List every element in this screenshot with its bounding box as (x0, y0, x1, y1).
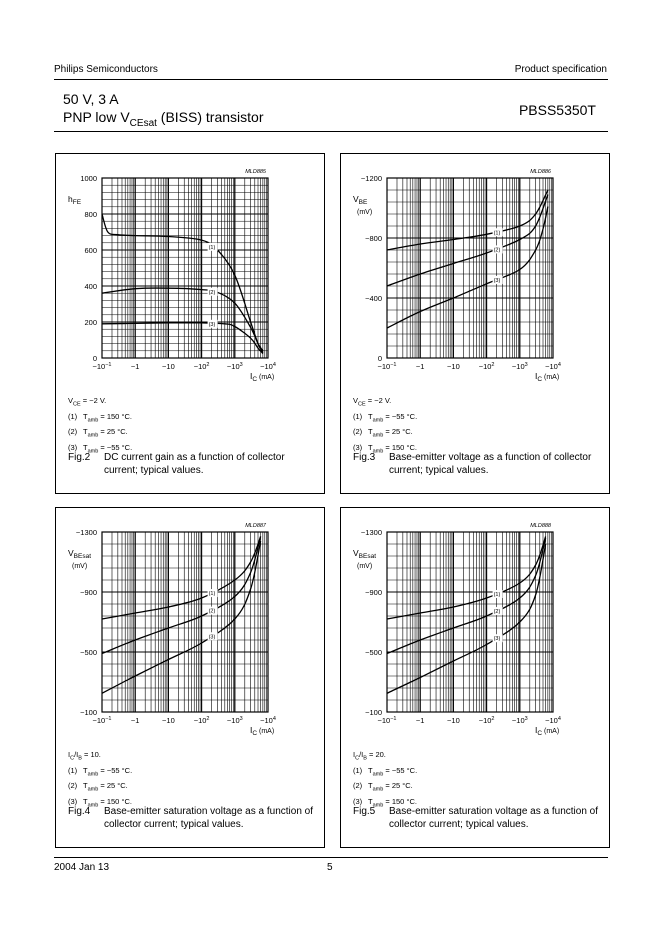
figure-label: Fig.4 (68, 806, 91, 817)
condition-number: (2) (68, 427, 78, 436)
y-tick-label: −100 (365, 708, 382, 717)
y-tick-label: −100 (80, 708, 97, 717)
y-axis-label-main: h (68, 194, 73, 204)
condition-row (68, 780, 132, 796)
series-line (387, 537, 546, 620)
y-axis-unit: (mV) (357, 563, 373, 570)
series-line (102, 537, 261, 620)
x-tick-base: −10 (92, 362, 106, 371)
tamb-symbol: T (368, 427, 373, 436)
x-tick-base: −10 (511, 362, 525, 371)
x-tick-base: −10 (545, 716, 558, 725)
y-tick-label: −900 (365, 588, 382, 597)
x-tick-base: −10 (478, 362, 492, 371)
condition-header (353, 395, 417, 411)
x-axis-label-unit: (mA) (257, 728, 275, 735)
x-tick-exponent: −1 (105, 362, 112, 368)
y-tick-label: −500 (365, 648, 382, 657)
x-tick-base: −10 (260, 716, 273, 725)
tamb-subscript: amb (372, 802, 384, 808)
x-tick-label (377, 362, 396, 371)
x-axis-label-unit: (mA) (542, 728, 560, 735)
part-number: PBSS5350T (518, 102, 596, 118)
series-line (387, 190, 548, 250)
x-axis-label (250, 371, 274, 383)
y-axis-unit: (mV) (357, 209, 373, 216)
x-axis-label-main: I (535, 371, 538, 381)
tamb-symbol: T (83, 796, 88, 806)
series-line (387, 538, 546, 654)
figure-panel-fig3 (340, 153, 610, 494)
tamb-symbol: T (83, 442, 88, 452)
x-tick-exponent: −1 (390, 716, 397, 722)
y-axis-label-sub: BEsat (358, 553, 377, 560)
condition-value: = −55 °C. (98, 442, 133, 452)
tamb-symbol: T (368, 442, 373, 452)
series-label: (2) (493, 247, 501, 254)
tamb-subscript: amb (87, 786, 99, 793)
tamb-subscript: amb (372, 417, 384, 423)
x-tick-base: −1 (130, 362, 140, 371)
document-type: Product specification (514, 64, 607, 75)
conditions-list (68, 395, 132, 457)
y-tick-label: −1300 (360, 528, 382, 537)
condition-value: = −55 °C. (98, 765, 133, 775)
x-tick-exponent: 3 (239, 362, 243, 368)
condition-row (68, 426, 132, 442)
figure-panel-fig2 (55, 153, 325, 494)
series-label: (1) (493, 591, 501, 598)
y-axis-label-main: V (353, 548, 359, 558)
conditions-list (68, 749, 132, 811)
x-tick-exponent: 3 (524, 362, 528, 368)
condition-header (68, 749, 132, 765)
condition-value: = 150 °C. (383, 796, 417, 806)
x-tick-base: −10 (226, 362, 240, 371)
x-tick-base: −10 (545, 362, 558, 371)
x-tick-label (162, 362, 175, 371)
x-tick-label (447, 362, 460, 371)
condition-text: V (68, 396, 74, 405)
condition-number: (2) (68, 781, 78, 790)
x-tick-base: −1 (415, 362, 425, 371)
x-axis-label-sub: C (252, 376, 258, 383)
y-axis-label (68, 194, 82, 206)
x-tick-base: −10 (226, 716, 240, 725)
x-axis-label-unit: (mA) (542, 374, 560, 381)
title-line-1: 50 V, 3 A (63, 91, 119, 107)
x-tick-label (479, 362, 495, 371)
y-axis-unit: (mV) (72, 563, 88, 570)
x-tick-label (416, 716, 425, 725)
y-axis-label (353, 194, 368, 206)
series-line (387, 195, 548, 287)
title-rule (54, 131, 608, 132)
series-label: (1) (493, 230, 501, 237)
x-tick-exponent: 4 (272, 362, 276, 368)
x-axis-label-main: I (250, 371, 253, 381)
figure-label: Fig.3 (353, 452, 376, 463)
y-tick-label: −400 (365, 294, 382, 303)
x-tick-label (131, 716, 140, 725)
y-tick-label: 800 (84, 210, 97, 219)
series-line (102, 541, 261, 693)
tamb-symbol: T (83, 781, 88, 790)
condition-header (353, 749, 417, 765)
figure-panel-fig4 (55, 507, 325, 848)
x-tick-base: −10 (511, 716, 525, 725)
condition-text: /I (74, 750, 79, 759)
y-tick-label: 400 (84, 282, 97, 291)
condition-number: (3) (68, 442, 78, 452)
x-tick-base: −1 (130, 716, 140, 725)
x-tick-base: −10 (447, 716, 460, 725)
x-tick-label (479, 716, 495, 725)
x-tick-label (162, 716, 175, 725)
tamb-subscript: amb (372, 786, 384, 793)
condition-row (353, 780, 417, 796)
condition-row (353, 411, 417, 427)
condition-number: (3) (353, 442, 363, 452)
condition-value: = 150 °C. (98, 411, 132, 421)
figure-label: Fig.5 (353, 806, 376, 817)
series-label: (2) (208, 608, 216, 615)
condition-number: (1) (68, 411, 78, 421)
header-rule (54, 79, 608, 80)
tamb-symbol: T (83, 765, 88, 775)
x-tick-exponent: 3 (239, 716, 243, 722)
company-name: Philips Semiconductors (54, 64, 158, 75)
tamb-subscript: amb (372, 432, 384, 439)
y-tick-label: 600 (84, 246, 97, 255)
x-axis-label-sub: C (252, 730, 258, 737)
x-tick-exponent: 2 (206, 362, 210, 368)
series-line (387, 544, 546, 693)
condition-number: (3) (68, 796, 78, 806)
x-tick-label (227, 362, 243, 371)
condition-value: = −55 °C. (383, 411, 418, 421)
condition-text: = 10. (81, 750, 101, 759)
y-tick-label: −500 (80, 648, 97, 657)
y-tick-label: 1000 (80, 174, 97, 183)
condition-row (68, 765, 132, 781)
y-axis-label-sub: BEsat (73, 553, 92, 560)
tamb-symbol: T (368, 796, 373, 806)
condition-row (68, 411, 132, 427)
x-axis-label-main: I (535, 725, 538, 735)
y-tick-label: 0 (377, 354, 382, 363)
x-axis-label-unit: (mA) (257, 374, 275, 381)
condition-number: (2) (353, 427, 363, 436)
x-tick-label (194, 716, 210, 725)
condition-value: = 25 °C. (98, 781, 128, 790)
x-tick-label (260, 716, 276, 725)
y-axis-label-sub: BE (358, 199, 368, 206)
footer-date: 2004 Jan 13 (54, 862, 110, 873)
tamb-symbol: T (368, 765, 373, 775)
y-axis-label (353, 548, 376, 560)
x-tick-label (227, 716, 243, 725)
figure-panel-fig5 (340, 507, 610, 848)
y-tick-label: 0 (92, 354, 97, 363)
y-tick-label: 200 (84, 318, 97, 327)
x-tick-label (545, 716, 561, 725)
condition-value: = 25 °C. (383, 781, 413, 790)
conditions-list (353, 395, 417, 457)
x-axis-label-main: I (250, 725, 253, 735)
condition-subscript: C (70, 755, 75, 762)
condition-text: = 20. (366, 750, 386, 759)
series-line (102, 214, 263, 353)
tamb-symbol: T (368, 411, 373, 421)
x-tick-exponent: 4 (557, 362, 561, 368)
y-axis-label-sub: FE (72, 199, 82, 206)
x-tick-exponent: 2 (206, 716, 210, 722)
series-label: (1) (208, 591, 216, 598)
plot-frame (387, 178, 553, 358)
x-axis-label (535, 725, 559, 737)
y-tick-label: −1200 (360, 174, 382, 183)
x-tick-base: −10 (92, 716, 106, 725)
series-label: (3) (208, 321, 216, 328)
series-line (102, 537, 261, 654)
series-label: (2) (493, 609, 501, 616)
figure-code: MLD886 (530, 169, 551, 175)
x-tick-exponent: −1 (390, 362, 397, 368)
condition-number: (1) (353, 765, 363, 775)
conditions-list (353, 749, 417, 811)
series-label: (1) (208, 244, 216, 251)
figure-caption-text: DC current gain as a function of collector current; typical values. (104, 452, 285, 476)
tamb-subscript: amb (87, 417, 99, 423)
series-line (102, 323, 263, 354)
x-tick-exponent: 2 (491, 716, 495, 722)
tamb-subscript: amb (87, 771, 99, 777)
series-label: (2) (208, 289, 216, 296)
condition-number: (3) (353, 796, 363, 806)
page-number: 5 (327, 862, 333, 873)
figure-code: MLD887 (245, 523, 266, 529)
x-tick-base: −10 (162, 362, 175, 371)
x-tick-label (416, 362, 425, 371)
condition-row (353, 426, 417, 442)
figure-caption-text: Base-emitter saturation voltage as a function of collector current; typical values. (389, 806, 599, 830)
condition-value: = −55 °C. (383, 765, 418, 775)
x-tick-label (92, 362, 111, 371)
figure-code: MLD885 (245, 169, 266, 175)
title-line-2: PNP low $V_{CEsat}$ (BISS) transistor (63, 109, 264, 129)
y-tick-label: −1300 (75, 528, 97, 537)
series-label: (3) (493, 277, 501, 284)
condition-subscript: CE (358, 401, 366, 408)
x-axis-label-sub: C (537, 730, 543, 737)
x-tick-exponent: 2 (491, 362, 495, 368)
tamb-subscript: amb (87, 802, 99, 808)
x-tick-base: −10 (377, 362, 391, 371)
condition-number: (1) (68, 765, 78, 775)
figure-label: Fig.2 (68, 452, 91, 463)
x-tick-base: −10 (447, 362, 460, 371)
tamb-subscript: amb (87, 432, 99, 439)
series-line (102, 288, 263, 351)
x-tick-label (512, 716, 528, 725)
tamb-symbol: T (83, 411, 88, 421)
tamb-symbol: T (368, 781, 373, 790)
x-tick-label (194, 362, 210, 371)
condition-number: (1) (353, 411, 363, 421)
figure-code: MLD888 (530, 523, 551, 529)
figure-caption-text: Base-emitter voltage as a function of collector current; typical values. (389, 452, 592, 476)
x-tick-exponent: 3 (524, 716, 528, 722)
condition-header (68, 395, 132, 411)
condition-text: /I (359, 750, 364, 759)
x-tick-label (545, 362, 561, 371)
condition-subscript: B (363, 755, 367, 762)
x-tick-exponent: 4 (557, 716, 561, 722)
tamb-subscript: amb (372, 448, 384, 454)
condition-subscript: C (355, 755, 360, 762)
condition-row (353, 765, 417, 781)
figure-caption-text: Base-emitter saturation voltage as a function of collector current; typical values. (104, 806, 314, 830)
condition-text: = −2 V. (80, 396, 107, 405)
x-tick-label (131, 362, 140, 371)
series-label: (3) (493, 636, 501, 643)
grid-lines (387, 178, 553, 358)
condition-text: I (353, 750, 356, 759)
x-tick-base: −10 (193, 362, 207, 371)
x-tick-label (260, 362, 276, 371)
condition-value: = 25 °C. (98, 427, 128, 436)
x-axis-label (250, 725, 274, 737)
x-tick-base: −10 (162, 716, 175, 725)
x-tick-label (377, 716, 396, 725)
y-axis-label (68, 548, 91, 560)
tamb-subscript: amb (372, 771, 384, 777)
condition-value: = 25 °C. (383, 427, 413, 436)
x-tick-base: −10 (193, 716, 207, 725)
condition-text: I (68, 750, 71, 759)
y-axis-label-main: V (68, 548, 74, 558)
x-tick-base: −10 (260, 362, 273, 371)
condition-value: = 150 °C. (98, 796, 132, 806)
condition-text: V (353, 396, 359, 405)
x-tick-base: −10 (478, 716, 492, 725)
x-axis-label (535, 371, 559, 383)
condition-subscript: CE (73, 401, 81, 408)
footer-rule (54, 857, 608, 858)
tamb-symbol: T (83, 427, 88, 436)
x-tick-exponent: 4 (272, 716, 276, 722)
series-label: (3) (208, 634, 216, 641)
plot-frame (102, 178, 268, 358)
x-tick-base: −1 (415, 716, 425, 725)
y-tick-label: −800 (365, 234, 382, 243)
condition-subscript: B (78, 755, 82, 762)
y-axis-label-main: V (353, 194, 359, 204)
condition-text: = −2 V. (365, 396, 392, 405)
x-tick-label (512, 362, 528, 371)
x-tick-label (92, 716, 111, 725)
x-axis-label-sub: C (537, 376, 543, 383)
grid-lines (102, 178, 268, 358)
x-tick-base: −10 (377, 716, 391, 725)
tamb-subscript: amb (87, 448, 99, 454)
condition-number: (2) (353, 781, 363, 790)
condition-value: = 150 °C. (383, 442, 417, 452)
x-tick-label (447, 716, 460, 725)
y-tick-label: −900 (80, 588, 97, 597)
x-tick-exponent: −1 (105, 716, 112, 722)
